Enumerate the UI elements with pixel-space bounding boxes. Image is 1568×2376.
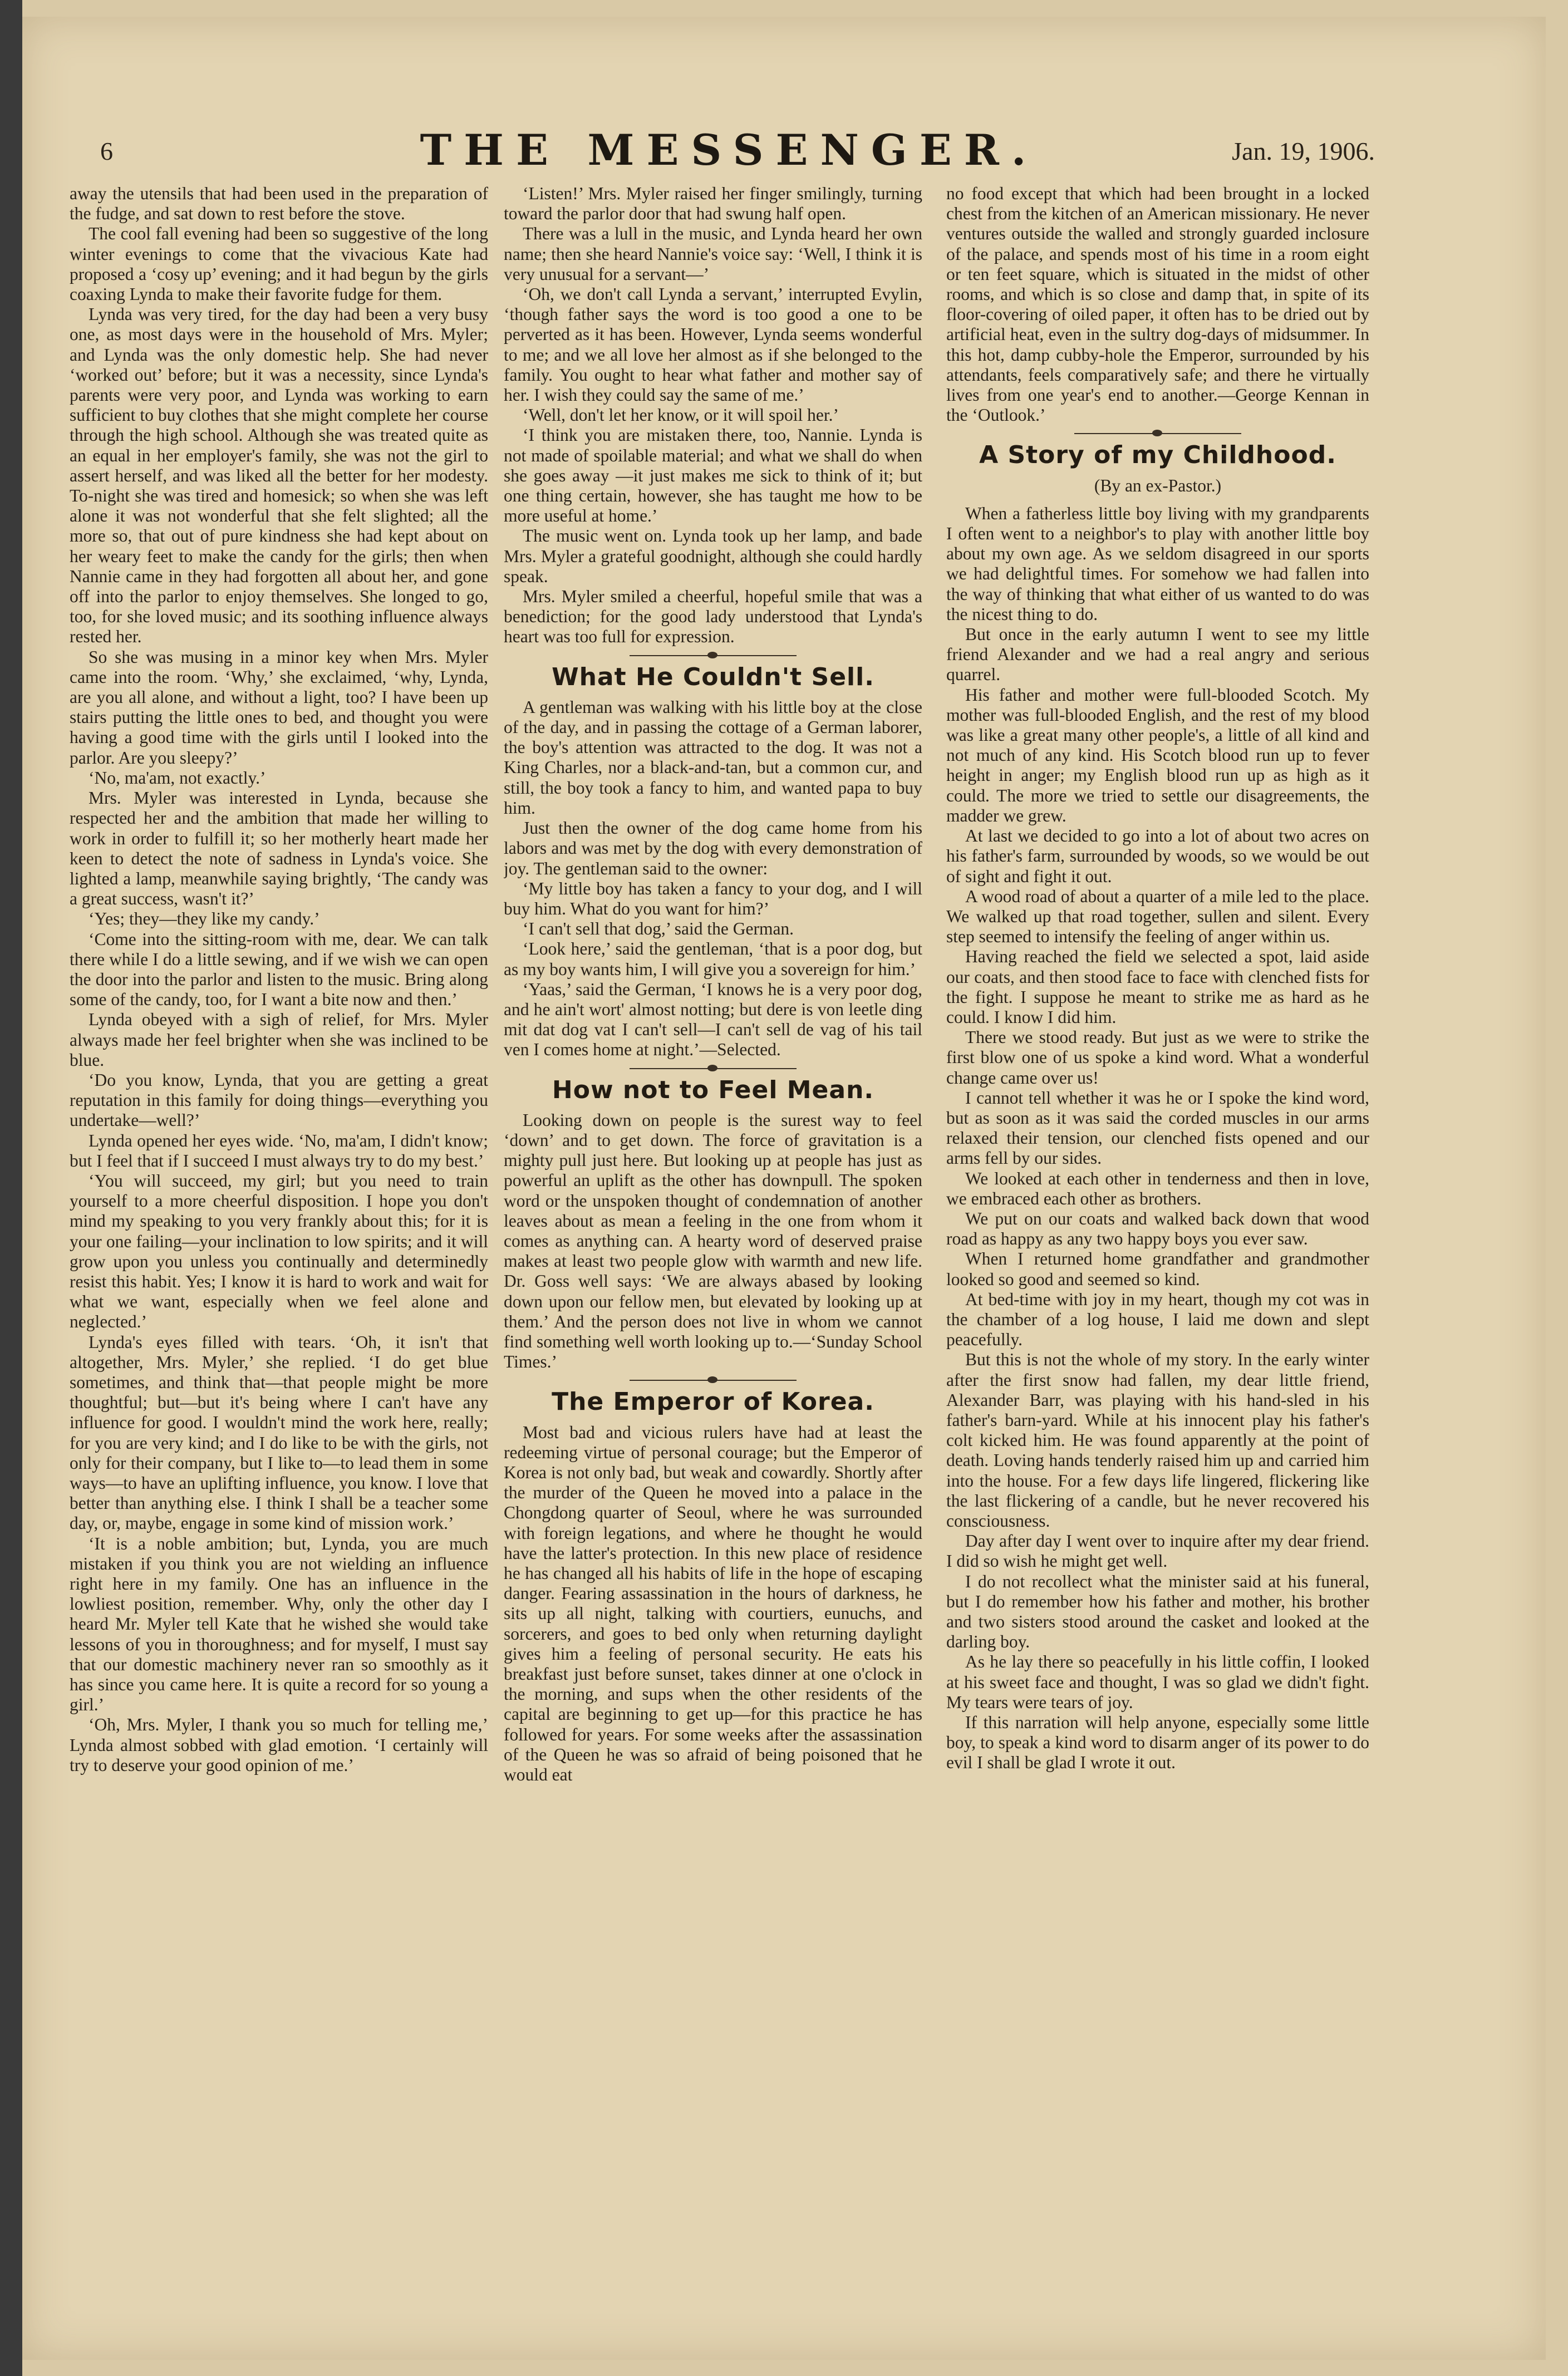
- paragraph: Just then the owner of the dog came home from his labors and was met by the dog with every demonstration of joy. The gentleman said to the owner:: [504, 818, 922, 878]
- paragraph: ‘Oh, we don't call Lynda a servant,’ interrupted Evylin, ‘though father says the word is too good a one to be perverted as it has been. However, Lynda seems wonderful to me; and we all love her almost as if she belonged to the family. You ought to hear what father and mother say of her. I wish they could say the same of me.’: [504, 284, 922, 405]
- paragraph: If this narration will help anyone, especially some little boy, to speak a kind word to disarm anger of its power to do evil I shall be glad I wrote it out.: [946, 1713, 1369, 1773]
- paragraph: ‘Oh, Mrs. Myler, I thank you so much for telling me,’ Lynda almost sobbed with glad emotion. ‘I certainly will try to deserve your good opinion of me.’: [70, 1715, 488, 1775]
- paragraph: Lynda opened her eyes wide. ‘No, ma'am, I didn't know; but I feel that if I succeed I must always try to do my best.’: [70, 1130, 488, 1170]
- paragraph: When a fatherless little boy living with my grandparents I often went to a neighbor's to play with another little boy about my own age. As we seldom disagreed in our sports we had delightful times. For somehow we had fallen into the way of thinking that what either of us wanted to do was the nicest thing to do.: [946, 503, 1369, 624]
- paragraph: I do not recollect what the minister said at his funeral, but I do remember how his father and mother, his brother and two sisters stood around the casket and looked at the darling boy.: [946, 1571, 1369, 1652]
- issue-date: Jan. 19, 1906.: [1232, 137, 1375, 165]
- article-title-how-not-to-feel-mean: How not to Feel Mean.: [552, 1075, 874, 1104]
- paragraph: Day after day I went over to inquire after my dear friend. I did so wish he might get well.: [946, 1531, 1369, 1571]
- paragraph-continued: no food except that which had been brought in a locked chest from the kitchen of an American missionary. He never ventures outside the walled and strongly guarded inclosure of the palace, and spends most of his time in a room eight or ten feet square, which is situated in the midst of other rooms, and which is so close and damp that, in spite of its floor-covering of oiled paper, it often has to be dried out by artificial heat, even in the sultry dog-days of midsummer. In this hot, damp cubby-hole the Emperor, surrounded by his attendants, feels comparatively safe; and there he virtually lives from one year's end to another.—George Kennan in the ‘Outlook.’: [946, 184, 1369, 425]
- paragraph: The cool fall evening had been so suggestive of the long winter evenings to come that the vivacious Kate had proposed a ‘cosy up’ evening; and it had begun by the girls coaxing Lynda to make their favorite fudge for them.: [70, 224, 488, 304]
- article-byline: (By an ex-Pastor.): [1094, 475, 1222, 495]
- paragraph: The music went on. Lynda took up her lamp, and bade Mrs. Myler a grateful goodnight, although she could hardly speak.: [504, 526, 922, 586]
- paragraph: Lynda's eyes filled with tears. ‘Oh, it isn't that altogether, Mrs. Myler,’ she replied. ‘I do get blue sometimes, and think that—that people might be more thoughtful; but—but it's being where I can't have any influence for good. I wouldn't mind the work here, really; for you are very kind; and I do like to be with the girls, not only for their company, but I like to—to lead them in some ways—to have an uplifting influence, you know. I love that better than anything else. I think I shall be a teacher some day, or, maybe, engage in some kind of mission work.’: [70, 1332, 488, 1533]
- paragraph: We put on our coats and walked back down that wood road as happy as any two happy boys you ever saw.: [946, 1208, 1369, 1249]
- paragraph: ‘You will succeed, my girl; but you need to train yourself to a more cheerful disposition. I hope you don't mind my speaking to you very frankly about this; for it is your one failing—your inclination to low spirits; and it will grow upon you unless you continually and determinedly resist this habit. Yes; I know it is hard to work and wait for what we want, especially when we feel alone and neglected.’: [70, 1170, 488, 1332]
- paragraph: So she was musing in a minor key when Mrs. Myler came into the room. ‘Why,’ she exclaimed, ‘why, Lynda, are you all alone, and without a light, too? I have been up stairs putting the little ones to bed, and thought you were having a good time with the girls until I looked into the parlor. Are you sleepy?’: [70, 647, 488, 768]
- paragraph: ‘Come into the sitting-room with me, dear. We can talk there while I do a little sewing, and if we wish we can open the door into the parlor and listen to the music. Bring along some of the candy, too, for I want a bite now and then.’: [70, 929, 488, 1010]
- paragraph: A gentleman was walking with his little boy at the close of the day, and in passing the cottage of a German laborer, the boy's attention was attracted to the dog. It was not a King Charles, nor a black-and-tan, but a common cur, and still, the boy took a fancy to him, and wanted papa to buy him.: [504, 697, 922, 818]
- section-ornament: [1074, 430, 1241, 437]
- paragraph: ‘Do you know, Lynda, that you are getting a great reputation in this family for doing things—everything you undertake—well?’: [70, 1070, 488, 1130]
- paragraph: ‘Well, don't let her know, or it will spoil her.’: [523, 405, 839, 425]
- paragraph: Lynda obeyed with a sigh of relief, for Mrs. Myler always made her feel brighter when she was inclined to be blue.: [70, 1010, 488, 1070]
- paragraph: At bed-time with joy in my heart, though my cot was in the chamber of a log house, I laid me down and slept peacefully.: [946, 1289, 1369, 1350]
- page-header: [83, 125, 1375, 186]
- paragraph: Looking down on people is the surest way to feel ‘down’ and to get down. The force of gravitation is a mighty pull just here. But looking up at people has just as powerful an uplift as the other has downpull. The spoken word or the unspoken thought of condemnation of another leaves about as mean a feeling in the one from whom it comes as anything can. A hearty word of deserved praise makes at least two people glow with warmth and new life. Dr. Goss well says: ‘We are always abased by looking down upon our fellow men, but elevated by looking up at them.’ And the person does not live in whom we cannot find something well worth looking up to.—‘Sunday School Times.’: [504, 1110, 922, 1372]
- paragraph: ‘Listen!’ Mrs. Myler raised her finger smilingly, turning toward the parlor door that had swung half open.: [504, 184, 922, 224]
- paragraph: Most bad and vicious rulers have had at least the redeeming virtue of personal courage; but the Emperor of Korea is not only bad, but weak and cowardly. Shortly after the murder of the Queen he moved into a palace in the Chongdong quarter of Seoul, where he was surrounded with foreign legations, and where he thought he would have the latter's protection. In this new place of residence he has changed all his habits of life in the hope of escaping danger. Fearing assassination in the hours of darkness, he sits up all night, talking with courtiers, eunuchs, and sorcerers, and goes to bed only when returning daylight gives him a feeling of personal security. He eats his breakfast just before sunset, takes dinner at one o'clock in the morning, and sups when the other residents of the capital are beginning to get up—for this practice he has followed for years. For some weeks after the assassination of the Queen he was so afraid of being poisoned that he would eat: [504, 1422, 922, 1785]
- paragraph: ‘It is a noble ambition; but, Lynda, you are much mistaken if you think you are not wielding an influence right here in my family. One has an influence in the lowliest position, remember. Why, only the other day I heard Mr. Myler tell Kate that he wished she would take lessons of you in thoroughness; and for myself, I must say that our domestic machinery never ran so smoothly as it has since you came here. It is quite a record for so young a girl.’: [70, 1533, 488, 1715]
- section-ornament: [630, 1065, 797, 1073]
- section-ornament: [630, 652, 797, 660]
- page-number: 6: [100, 137, 113, 165]
- paragraph: ‘I can't sell that dog,’ said the German.: [523, 919, 794, 939]
- paragraph: ‘Yes; they—they like my candy.’: [89, 909, 320, 929]
- article-title-emperor-of-korea: The Emperor of Korea.: [552, 1388, 874, 1416]
- paragraph: ‘I think you are mistaken there, too, Nannie. Lynda is not made of spoilable material; and what we shall do when she goes away —it just makes me sick to think of it; but one thing certain, however, she has taught me how to be more useful at home.’: [504, 425, 922, 526]
- paragraph: ‘No, ma'am, not exactly.’: [89, 768, 266, 788]
- section-ornament: [630, 1376, 797, 1384]
- column-3: [946, 184, 1369, 2288]
- paragraph: When I returned home grandfather and grandmother looked so good and seemed so kind.: [946, 1249, 1369, 1289]
- paragraph: There was a lull in the music, and Lynda heard her own name; then she heard Nannie's voice say: ‘Well, I think it is very unusual for a servant—’: [504, 224, 922, 284]
- paragraph: But once in the early autumn I went to see my little friend Alexander and we had a real angry and serious quarrel.: [946, 624, 1369, 685]
- paragraph: away the utensils that had been used in the preparation of the fudge, and sat down to rest before the stove.: [70, 184, 488, 224]
- paragraph: ‘Yaas,’ said the German, ‘I knows he is a very poor dog, and he ain't wort' almost notting; but dere is von leetle ding mit dat dog vat I can't sell—I can't sell de vag of his tail ven I comes home at night.’—Selected.: [504, 979, 922, 1060]
- paragraph: His father and mother were full-blooded Scotch. My mother was full-blooded English, and the rest of my blood was like a great many other people's, a little of all kind and not much of any kind. His Scotch blood run up to fever height in anger; my English blood run up as high as it could. The more we tried to settle our disagreements, the madder we grew.: [946, 685, 1369, 825]
- paragraph: Mrs. Myler was interested in Lynda, because she respected her and the ambition that made her willing to work in order to fulfill it; so her motherly heart made her keen to detect the note of sadness in Lynda's voice. She lighted a lamp, meanwhile saying brightly, ‘The candy was a great success, wasn't it?’: [70, 788, 488, 909]
- binding-edge: [0, 0, 22, 2376]
- column-2: [504, 184, 922, 2288]
- paragraph: I cannot tell whether it was he or I spoke the kind word, but as soon as it was said the corded muscles in our arms relaxed their tension, our clenched fists opened and our arms fell by our sides.: [946, 1088, 1369, 1168]
- paragraph: Lynda was very tired, for the day had been a very busy one, as most days were in the household of Mrs. Myler; and Lynda was the only domestic help. She had never ‘worked out’ before; but it was a necessity, since Lynda's parents were very poor, and Lynda was working to earn sufficient to buy clothes that she might complete her course through the high school. Although she was treated quite as an equal in her employer's family, she was not the girl to assert herself, and was liked all the better for her modesty. To-night she was tired and homesick; so when she was left alone it was not wonderful that she felt slighted; all the more so, that out of pure kindness she had kept about on her weary feet to make the candy for the girls; then when Nannie came in they had forgotten all about her, and gone off into the parlor to enjoy themselves. She longed to go, too, for she loved music; and its soothing influence always rested her.: [70, 304, 488, 647]
- paragraph: ‘My little boy has taken a fancy to your dog, and I will buy him. What do you want for him?’: [504, 878, 922, 918]
- article-title-what-he-couldnt-sell: What He Couldn't Sell.: [552, 662, 874, 691]
- article-title-story-of-my-childhood: A Story of my Childhood.: [979, 441, 1336, 470]
- column-1: [70, 184, 488, 2288]
- paragraph: As he lay there so peacefully in his little coffin, I looked at his sweet face and thought, I was so glad we didn't fight. My tears were tears of joy.: [946, 1652, 1369, 1712]
- paragraph: At last we decided to go into a lot of about two acres on his father's farm, surrounded by woods, so we would be out of sight and fight it out.: [946, 826, 1369, 886]
- paragraph: There we stood ready. But just as we were to strike the first blow one of us spoke a kind word. What a wonderful change came over us!: [946, 1027, 1369, 1088]
- masthead: THE MESSENGER.: [420, 125, 1039, 175]
- paragraph: Mrs. Myler smiled a cheerful, hopeful smile that was a benediction; for the good lady understood that Lynda's heart was too full for expression.: [504, 587, 922, 647]
- paragraph: A wood road of about a quarter of a mile led to the place. We walked up that road together, sullen and silent. Every step seemed to intensify the feeling of anger within us.: [946, 886, 1369, 947]
- paragraph: Having reached the field we selected a spot, laid aside our coats, and then stood face to face with clenched fists for the fight. I suppose he meant to strike me as hard as he could. I know I did him.: [946, 947, 1369, 1027]
- paragraph: But this is not the whole of my story. In the early winter after the first snow had fallen, my dear little friend, Alexander Barr, was playing with his hand-sled in his father's barn-yard. While at his innocent play his father's colt kicked him. He was found apparently at the point of death. Loving hands tenderly raised him up and carried him into the house. For a few days life lingered, flickering like the last flickering of a candle, but he never recovered his consciousness.: [946, 1350, 1369, 1531]
- paragraph: ‘Look here,’ said the gentleman, ‘that is a poor dog, but as my boy wants him, I will give you a sovereign for him.’: [504, 939, 922, 979]
- paragraph: We looked at each other in tenderness and then in love, we embraced each other as brothers.: [946, 1168, 1369, 1208]
